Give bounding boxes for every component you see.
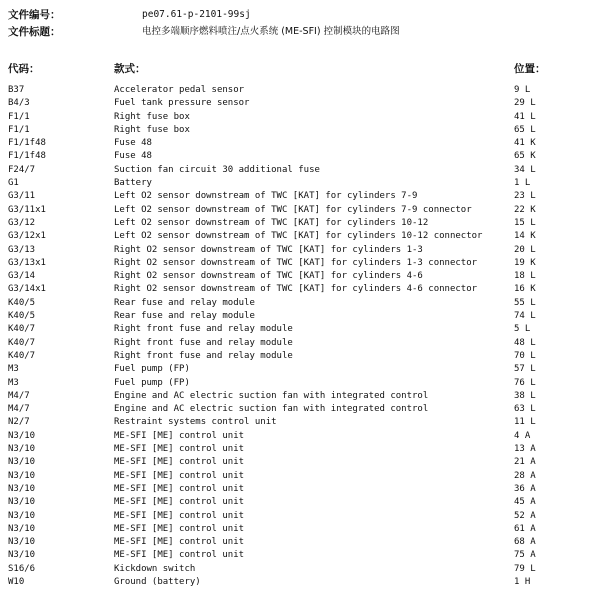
table-row — [0, 164, 603, 177]
cell-code: G3/12x1 — [8, 231, 46, 242]
cell-position: 22 K — [514, 204, 536, 215]
cell-code: N3/10 — [8, 523, 36, 534]
table-row — [0, 230, 603, 243]
cell-code: N2/7 — [8, 417, 30, 428]
cell-position: 18 L — [514, 271, 536, 282]
cell-description: Right front fuse and relay module — [114, 350, 293, 361]
cell-code: G3/11x1 — [8, 204, 46, 215]
cell-code: G3/13 — [8, 244, 36, 255]
cell-position: 76 L — [514, 377, 536, 388]
cell-code: S16/6 — [8, 563, 36, 574]
column-header-desc: 款式： — [114, 63, 146, 75]
table-row — [0, 390, 603, 403]
cell-description: ME-SFI [ME] control unit — [114, 444, 245, 455]
table-row — [0, 456, 603, 469]
cell-code: K40/7 — [8, 337, 36, 348]
cell-position: 1 L — [514, 178, 531, 189]
cell-position: 13 A — [514, 444, 536, 455]
cell-code: K40/5 — [8, 311, 36, 322]
table-row — [0, 443, 603, 456]
cell-description: Right O2 sensor downstream of TWC [KAT] for cylinders 4-6 — [114, 271, 423, 282]
cell-code: B37 — [8, 85, 25, 95]
table-row — [0, 350, 603, 363]
cell-code: F1/1f48 — [8, 151, 46, 162]
cell-code: N3/10 — [8, 430, 36, 441]
table-row — [0, 84, 603, 97]
cell-description: ME-SFI [ME] control unit — [114, 510, 245, 521]
cell-description: ME-SFI [ME] control unit — [114, 457, 245, 468]
column-header-code: 代码： — [8, 63, 40, 75]
cell-code: W10 — [8, 576, 25, 587]
cell-code: N3/10 — [8, 457, 36, 468]
cell-code: N3/10 — [8, 510, 36, 521]
table-row — [0, 563, 603, 576]
cell-description: Fuel tank pressure sensor — [114, 98, 250, 109]
cell-position: 48 L — [514, 337, 536, 348]
table-row — [0, 363, 603, 376]
cell-code: G3/12 — [8, 217, 36, 228]
cell-description: ME-SFI [ME] control unit — [114, 537, 245, 548]
table-row — [0, 177, 603, 190]
cell-position: 23 L — [514, 191, 536, 202]
cell-code: F1/1 — [8, 111, 30, 122]
doc-title-label: 文件标题： — [8, 26, 61, 38]
table-row — [0, 576, 603, 589]
cell-description: Battery — [114, 178, 152, 189]
cell-position: 75 A — [514, 550, 536, 561]
cell-code: N3/10 — [8, 537, 36, 548]
cell-code: F1/1f48 — [8, 138, 46, 149]
cell-code: N3/10 — [8, 550, 36, 561]
cell-description: Engine and AC electric suction fan with integrated control — [114, 390, 429, 401]
cell-code: F1/1 — [8, 124, 30, 135]
table-row — [0, 536, 603, 549]
table-row — [0, 510, 603, 523]
cell-code: K40/7 — [8, 324, 36, 335]
cell-code: K40/7 — [8, 350, 36, 361]
table-row — [0, 310, 603, 323]
cell-position: 57 L — [514, 364, 536, 375]
cell-description: Right O2 sensor downstream of TWC [KAT] for cylinders 4-6 connector — [114, 284, 478, 295]
cell-code: M3 — [8, 377, 19, 388]
cell-code: F24/7 — [8, 164, 36, 175]
cell-description: Left O2 sensor downstream of TWC [KAT] for cylinders 10-12 connector — [114, 231, 483, 242]
cell-position: 45 A — [514, 497, 536, 508]
cell-description: Right front fuse and relay module — [114, 337, 293, 348]
cell-description: Rear fuse and relay module — [114, 311, 255, 322]
table-row — [0, 523, 603, 536]
cell-position: 16 K — [514, 284, 536, 295]
cell-description: Right O2 sensor downstream of TWC [KAT] for cylinders 1-3 — [114, 244, 423, 255]
cell-position: 63 L — [514, 404, 536, 415]
cell-code: G3/14 — [8, 271, 36, 282]
table-row — [0, 270, 603, 283]
cell-position: 74 L — [514, 311, 536, 322]
table-row — [0, 549, 603, 562]
cell-position: 70 L — [514, 350, 536, 361]
cell-position: 34 L — [514, 164, 536, 175]
cell-position: 11 L — [514, 417, 536, 428]
table-row — [0, 244, 603, 257]
doc-number-label: 文件编号： — [8, 9, 61, 21]
cell-position: 52 A — [514, 510, 536, 521]
table-row — [0, 204, 603, 217]
cell-position: 55 L — [514, 297, 536, 308]
table-row — [0, 470, 603, 483]
cell-description: Fuel pump (FP) — [114, 364, 190, 375]
cell-description: ME-SFI [ME] control unit — [114, 470, 245, 481]
cell-code: N3/10 — [8, 444, 36, 455]
cell-description: Right fuse box — [114, 111, 190, 122]
cell-code: N3/10 — [8, 470, 36, 481]
cell-description: ME-SFI [ME] control unit — [114, 483, 245, 494]
cell-description: Accelerator pedal sensor — [114, 85, 245, 95]
table-row — [0, 416, 603, 429]
component-table — [0, 84, 603, 589]
table-row — [0, 190, 603, 203]
cell-position: 1 H — [514, 576, 531, 587]
cell-position: 9 L — [514, 85, 531, 95]
table-row — [0, 257, 603, 270]
cell-position: 65 L — [514, 124, 536, 135]
cell-position: 5 L — [514, 324, 531, 335]
table-row — [0, 97, 603, 110]
cell-code: M4/7 — [8, 390, 30, 401]
cell-description: Left O2 sensor downstream of TWC [KAT] for cylinders 10-12 — [114, 217, 429, 228]
cell-position: 41 L — [514, 111, 536, 122]
cell-code: G1 — [8, 178, 19, 189]
cell-description: Fuse 48 — [114, 138, 152, 149]
cell-position: 29 L — [514, 98, 536, 109]
cell-description: ME-SFI [ME] control unit — [114, 523, 245, 534]
cell-code: B4/3 — [8, 98, 30, 109]
cell-position: 61 A — [514, 523, 536, 534]
cell-code: G3/13x1 — [8, 257, 46, 268]
cell-position: 19 K — [514, 257, 536, 268]
table-row — [0, 111, 603, 124]
table-row — [0, 430, 603, 443]
cell-code: G3/11 — [8, 191, 36, 202]
cell-code: M3 — [8, 364, 19, 375]
table-row — [0, 283, 603, 296]
table-row — [0, 483, 603, 496]
cell-position: 15 L — [514, 217, 536, 228]
cell-code: N3/10 — [8, 483, 36, 494]
cell-description: Fuse 48 — [114, 151, 152, 162]
cell-position: 4 A — [514, 430, 531, 441]
table-row — [0, 150, 603, 163]
cell-position: 41 K — [514, 138, 536, 149]
cell-position: 68 A — [514, 537, 536, 548]
cell-description: Kickdown switch — [114, 563, 196, 574]
doc-number-value: pe07.61-p-2101-99sj — [142, 9, 251, 20]
cell-code: M4/7 — [8, 404, 30, 415]
cell-position: 36 A — [514, 483, 536, 494]
table-row — [0, 217, 603, 230]
cell-position: 14 K — [514, 231, 536, 242]
cell-description: Rear fuse and relay module — [114, 297, 255, 308]
cell-description: ME-SFI [ME] control unit — [114, 497, 245, 508]
cell-description: Suction fan circuit 30 additional fuse — [114, 164, 320, 175]
cell-code: G3/14x1 — [8, 284, 46, 295]
cell-position: 79 L — [514, 563, 536, 574]
cell-description: Fuel pump (FP) — [114, 377, 190, 388]
cell-position: 21 A — [514, 457, 536, 468]
cell-description: Right O2 sensor downstream of TWC [KAT] for cylinders 1-3 connector — [114, 257, 478, 268]
cell-description: Engine and AC electric suction fan with integrated control — [114, 404, 429, 415]
table-row — [0, 137, 603, 150]
table-row — [0, 297, 603, 310]
table-row — [0, 403, 603, 416]
cell-code: K40/5 — [8, 297, 36, 308]
cell-description: Right front fuse and relay module — [114, 324, 293, 335]
cell-position: 20 L — [514, 244, 536, 255]
cell-description: Left O2 sensor downstream of TWC [KAT] for cylinders 7-9 — [114, 191, 418, 202]
table-row — [0, 124, 603, 137]
table-row — [0, 377, 603, 390]
table-row — [0, 496, 603, 509]
table-row — [0, 323, 603, 336]
cell-description: ME-SFI [ME] control unit — [114, 430, 245, 441]
table-row — [0, 337, 603, 350]
cell-position: 38 L — [514, 390, 536, 401]
cell-description: Restraint systems control unit — [114, 417, 277, 428]
cell-position: 65 K — [514, 151, 536, 162]
cell-description: Ground (battery) — [114, 576, 201, 587]
cell-code: N3/10 — [8, 497, 36, 508]
cell-description: Left O2 sensor downstream of TWC [KAT] for cylinders 7-9 connector — [114, 204, 472, 215]
column-header-pos: 位置： — [514, 63, 546, 75]
cell-description: Right fuse box — [114, 124, 190, 135]
cell-description: ME-SFI [ME] control unit — [114, 550, 245, 561]
cell-position: 28 A — [514, 470, 536, 481]
doc-title-value: 电控多端顺序燃料喷注/点火系统 (ME-SFI) 控制模块的电路图 — [142, 26, 400, 37]
